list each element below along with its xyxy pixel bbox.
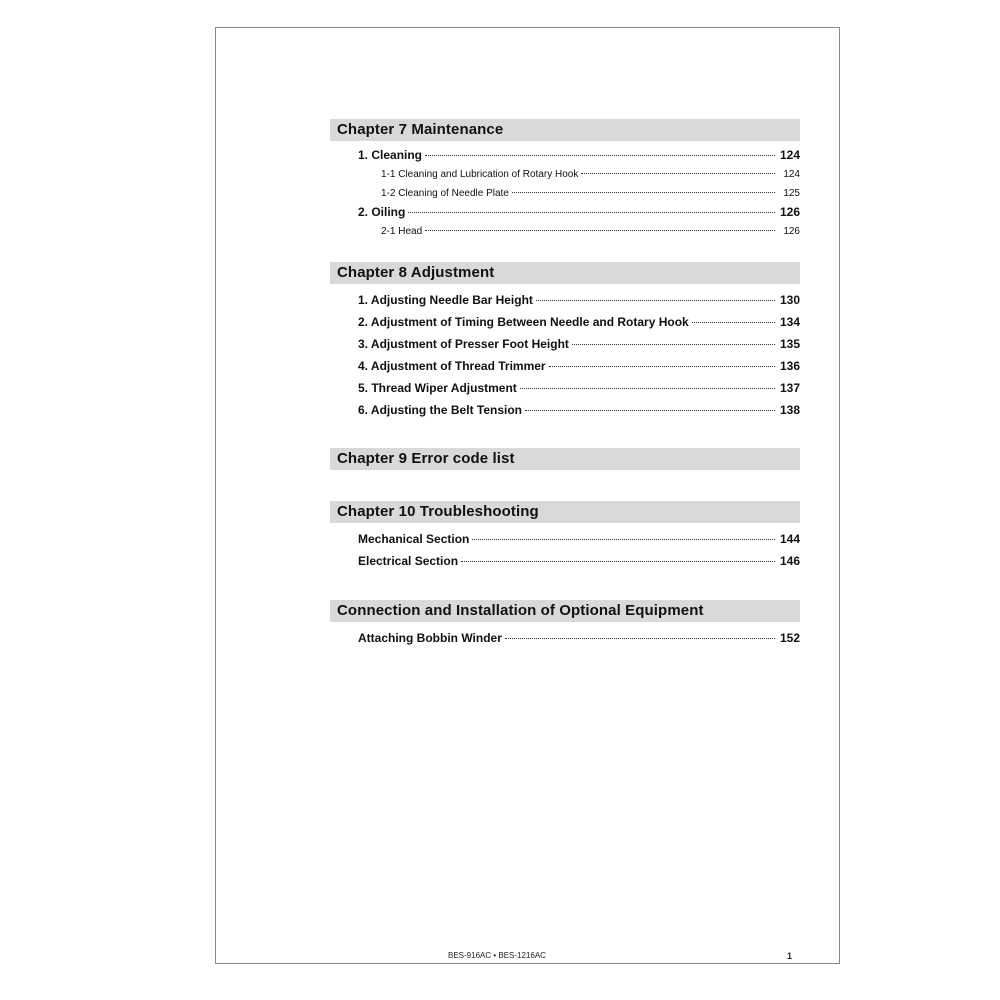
chapter-heading: Chapter 8 Adjustment — [330, 262, 800, 284]
entry-label: 2. Oiling — [358, 205, 406, 219]
leader-dots — [472, 539, 775, 540]
entry-label: Attaching Bobbin Winder — [358, 631, 502, 645]
entry-page: 124 — [779, 148, 800, 162]
entry-page: 130 — [779, 293, 800, 307]
toc-entry[interactable] — [358, 333, 800, 355]
toc-entry[interactable] — [358, 528, 800, 550]
toc-entry[interactable] — [358, 550, 800, 572]
leader-dots — [425, 230, 775, 231]
leader-dots — [536, 300, 775, 301]
entry-page: 134 — [779, 315, 800, 329]
toc-subentry[interactable] — [358, 222, 800, 241]
entry-page: 126 — [779, 205, 800, 219]
document-page — [215, 27, 840, 964]
toc-entry[interactable] — [358, 627, 800, 649]
entry-page: 138 — [779, 403, 800, 417]
chapter-heading: Connection and Installation of Optional Equipment — [330, 600, 800, 622]
toc-entry[interactable] — [358, 355, 800, 377]
footer-page-number: 1 — [787, 951, 793, 961]
entry-page: 136 — [779, 359, 800, 373]
chapter-10 — [330, 501, 800, 572]
toc-entry[interactable] — [358, 311, 800, 333]
entry-page: 152 — [779, 631, 800, 645]
leader-dots — [549, 366, 775, 367]
entry-label: 4. Adjustment of Thread Trimmer — [358, 359, 546, 373]
toc-entry[interactable] — [358, 203, 800, 222]
leader-dots — [692, 322, 775, 323]
chapter-optional-equipment — [330, 600, 800, 649]
leader-dots — [505, 638, 775, 639]
entry-label: Mechanical Section — [358, 532, 470, 546]
toc-subentry[interactable] — [358, 184, 800, 203]
entry-label: 1-1 Cleaning and Lubrication of Rotary Hook — [381, 169, 579, 180]
leader-dots — [461, 561, 775, 562]
toc-entry[interactable] — [358, 399, 800, 421]
chapter-9 — [330, 448, 800, 470]
toc-entry[interactable] — [358, 146, 800, 165]
leader-dots — [581, 173, 775, 174]
entry-page: 137 — [779, 381, 800, 395]
chapter-7 — [330, 119, 800, 241]
entry-label: 3. Adjustment of Presser Foot Height — [358, 337, 569, 351]
chapter-heading: Chapter 10 Troubleshooting — [330, 501, 800, 523]
leader-dots — [520, 388, 775, 389]
leader-dots — [512, 192, 775, 193]
entry-label: 1. Adjusting Needle Bar Height — [358, 293, 533, 307]
table-of-contents — [330, 119, 800, 649]
entry-page: 125 — [783, 188, 800, 199]
entry-label: 2-1 Head — [381, 226, 423, 237]
entry-page: 146 — [779, 554, 800, 568]
entry-page: 135 — [779, 337, 800, 351]
toc-subentry[interactable] — [358, 165, 800, 184]
chapter-8 — [330, 262, 800, 421]
chapter-heading: Chapter 7 Maintenance — [330, 119, 800, 141]
leader-dots — [425, 155, 775, 156]
entry-label: Electrical Section — [358, 554, 459, 568]
leader-dots — [408, 212, 775, 213]
entry-label: 5. Thread Wiper Adjustment — [358, 381, 517, 395]
entry-label: 1-2 Cleaning of Needle Plate — [381, 188, 509, 199]
toc-entry[interactable] — [358, 377, 800, 399]
entry-page: 124 — [783, 169, 800, 180]
entry-page: 126 — [783, 226, 800, 237]
leader-dots — [572, 344, 775, 345]
chapter-heading: Chapter 9 Error code list — [330, 448, 800, 470]
toc-entry[interactable] — [358, 289, 800, 311]
leader-dots — [525, 410, 775, 411]
footer-model: BES-916AC • BES-1216AC — [448, 951, 546, 960]
entry-page: 144 — [779, 532, 800, 546]
entry-label: 6. Adjusting the Belt Tension — [358, 403, 523, 417]
entry-label: 1. Cleaning — [358, 148, 423, 162]
entry-label: 2. Adjustment of Timing Between Needle and Rotary Hook — [358, 315, 689, 329]
